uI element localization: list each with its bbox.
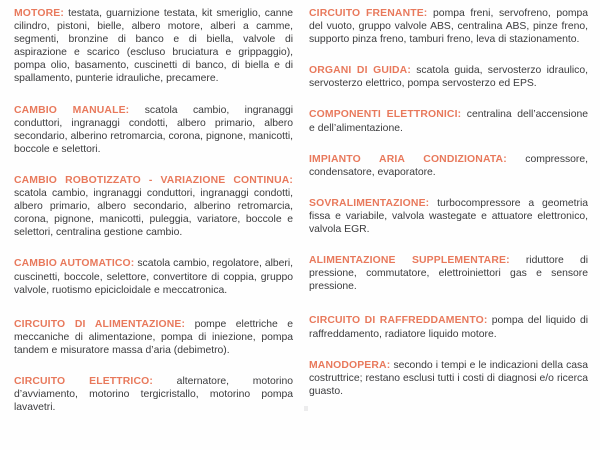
entry-componenti-elettronici (309, 108, 588, 134)
entry-body: scatola cambio, regolatore, alberi, cuscinetti, boccole, selettore, convertitore di coppia, gruppo valvole, ruotismo epicicloidale e meccatronica. (14, 258, 293, 296)
entry-term: CIRCUITO DI RAFFREDDAMENTO: (309, 315, 488, 327)
right-column (309, 7, 588, 398)
entry-term: MANODOPERA: (309, 359, 391, 371)
entry-term: CIRCUITO FRENANTE: (309, 8, 428, 19)
entry-term: CIRCUITO DI ALIMENTAZIONE: (14, 318, 186, 330)
entry-term: CAMBIO AUTOMATICO: (14, 258, 135, 270)
entry-body: pompe elettriche e meccaniche di alimentazione, pompa di iniezione, pompa tandem e misuratore massa d’aria (debimetro). (14, 318, 294, 356)
entry-alimentazione-supplementare (309, 254, 588, 293)
entry-body: secondo i tempi e le indicazioni della casa costruttrice; restano esclusi tutti i costi di diagnosi e/o ricerca guasto. (309, 359, 588, 397)
entry-body: turbocompressore a geometria fissa e variabile, valvola wastegate e attuatore elettronico, valvola EGR. (309, 197, 588, 236)
entry-body: riduttore di pressione, commutatore, elettroiniettori gas e sensore pressione. (309, 255, 589, 293)
entry-term: MOTORE: (14, 8, 64, 19)
left-column (14, 7, 293, 414)
entry-body: centralina dell’accensione e dell’alimentazione. (309, 109, 588, 134)
entry-term: COMPONENTI ELETTRONICI: (309, 109, 462, 121)
entry-organi-di-guida (309, 64, 588, 90)
entry-term: SOVRALIMENTAZIONE: (309, 197, 430, 209)
entry-body: pompa freni, servofreno, pompa del vuoto, gruppo valvole ABS, centralina ABS, pinze freno, supporto pinza freno, tamburi freno, leva di stazionamento. (309, 8, 589, 46)
entry-term: CAMBIO MANUALE: (14, 104, 130, 116)
two-column-layout (14, 7, 588, 414)
entry-term: CAMBIO ROBOTIZZATO - VARIAZIONE CONTINUA: (14, 174, 293, 186)
entry-body: alternatore, motorino d’avviamento, motorino tergicristallo, motorino pompa lavavetri. (14, 375, 293, 414)
entry-circuito-frenante (309, 7, 588, 46)
entry-manodopera (309, 359, 588, 398)
entry-body: scatola guida, servosterzo idraulico, servosterzo elettrico, pompa servosterzo ed EPS. (309, 65, 588, 90)
entry-body: pompa del liquido di raffreddamento, radiatore liquido motore. (309, 315, 589, 340)
entry-sovralimentazione (309, 197, 588, 236)
entry-body: compressore, condensatore, evaporatore. (309, 153, 588, 178)
entry-cambio-manuale (14, 104, 293, 156)
entry-body: testata, guarnizione testata, kit smeriglio, canne cilindro, pistoni, bielle, albero motore, alberi a camme, segmenti, bronzine di banco e di biella, valvole di aspirazione e scarico (escluso bruciatura e grippaggio), pompa olio, basamento, cuscinetti di banco, di biella e di spallamento, punterie idrauliche, precamere. (14, 8, 293, 85)
entry-term: ALIMENTAZIONE SUPPLEMENTARE: (309, 255, 510, 267)
entry-cambio-automatico (14, 257, 293, 296)
entry-term: IMPIANTO ARIA CONDIZIONATA: (309, 153, 507, 165)
entry-cambio-robotizzato (14, 174, 293, 239)
entry-motore (14, 7, 293, 86)
entry-circuito-alimentazione (14, 318, 293, 357)
entry-body: scatola cambio, ingranaggi conduttori, ingranaggi condotti, albero primario, albero secondario, alberino retromarcia, corona, pignone, manicotti, boccole e selettori. (14, 104, 294, 155)
entry-term: ORGANI DI GUIDA: (309, 65, 411, 77)
entry-impianto-aria-condizionata (309, 153, 588, 179)
entry-term: CIRCUITO ELETTRICO: (14, 375, 153, 387)
scan-artifact-speck (304, 406, 308, 411)
entry-body: scatola cambio, ingranaggi conduttori, ingranaggi condotti, albero primario, albero secondario, alberino retromarcia, corona, pignone, manicotti, puleggia, variatore, boccole e selettori, centralina gestione cambio. (14, 188, 293, 239)
entry-circuito-elettrico (14, 375, 293, 414)
entry-circuito-raffreddamento (309, 314, 588, 340)
